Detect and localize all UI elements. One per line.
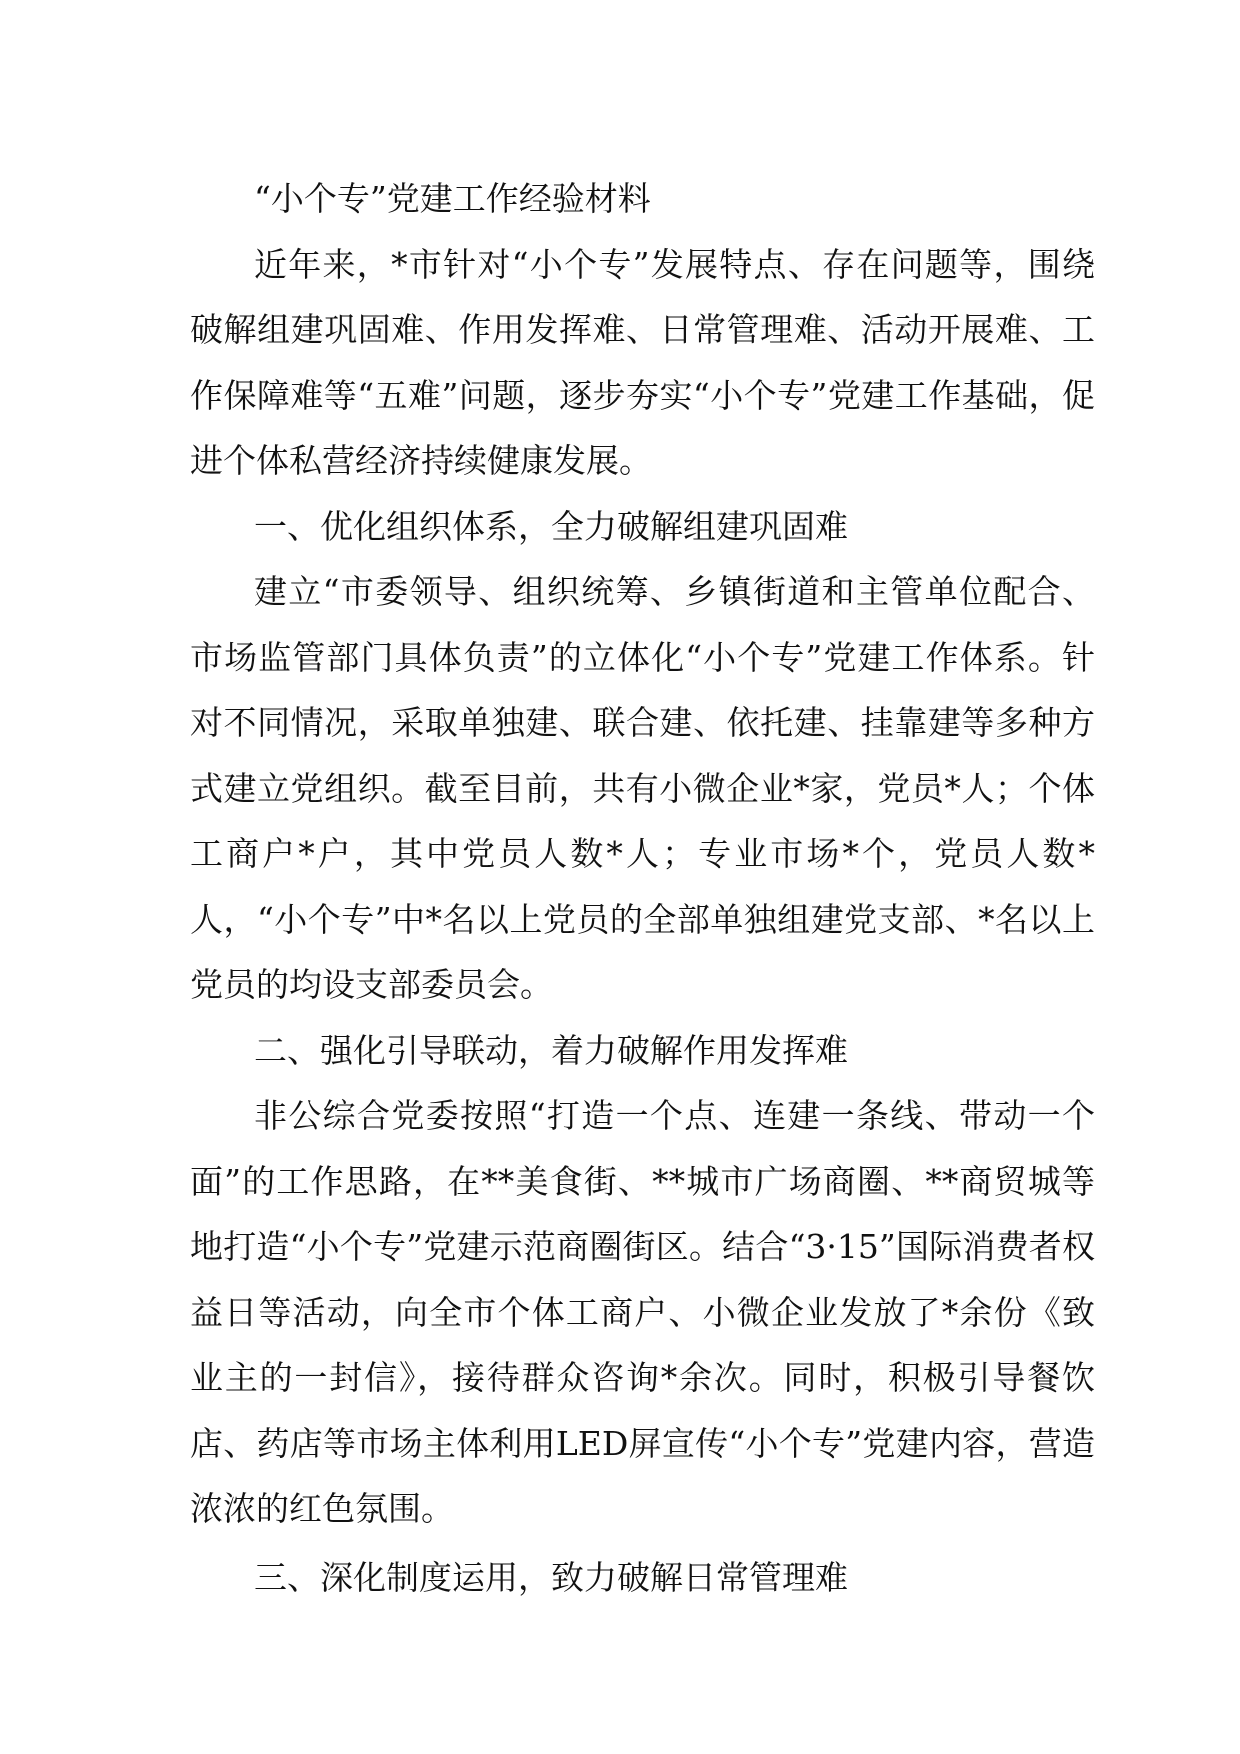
section-1-paragraph: 建立“市委领导、组织统筹、乡镇街道和主管单位配合、市场监管部门具体负责”的立体化“小个专”党建工作体系。针对不同情况，采取单独建、联合建、依托建、挂靠建等多种方式建立党组织。截至目前，共有小微企业*家，党员*人；个体工商户*户，其中党员人数*人；专业市场*个，党员人数*人，“小个专”中*名以上党员的全部单独组建党支部、*名以上党员的均设支部委员会。 (190, 572, 1095, 1004)
section-1-heading: 一、优化组织体系，全力破解组建巩固难 (254, 506, 848, 546)
section-2-paragraph: 非公综合党委按照“打造一个点、连建一条线、带动一个面”的工作思路，在**美食街、**城市广场商圈、**商贸城等地打造“小个专”党建示范商圈街区。结合“3·15”国际消费者权益日等活动，向全市个体工商户、小微企业发放了*余份《致业主的一封信》，接待群众咨询*余次。同时，积极引导餐饮店、药店等市场主体利用LED屏宣传“小个专”党建内容，营造浓浓的红色氛围。 (190, 1096, 1095, 1528)
section-2-heading: 二、强化引导联动，着力破解作用发挥难 (254, 1030, 848, 1070)
section-3-heading: 三、深化制度运用，致力破解日常管理难 (254, 1557, 848, 1597)
document-body (190, 166, 1095, 1610)
document-title: “小个专”党建工作经验材料 (254, 179, 651, 218)
intro-paragraph: 近年来，*市针对“小个专”发展特点、存在问题等，围绕破解组建巩固难、作用发挥难、日常管理难、活动开展难、工作保障难等“五难”问题，逐步夯实“小个专”党建工作基础，促进个体私营经济持续健康发展。 (190, 244, 1095, 480)
